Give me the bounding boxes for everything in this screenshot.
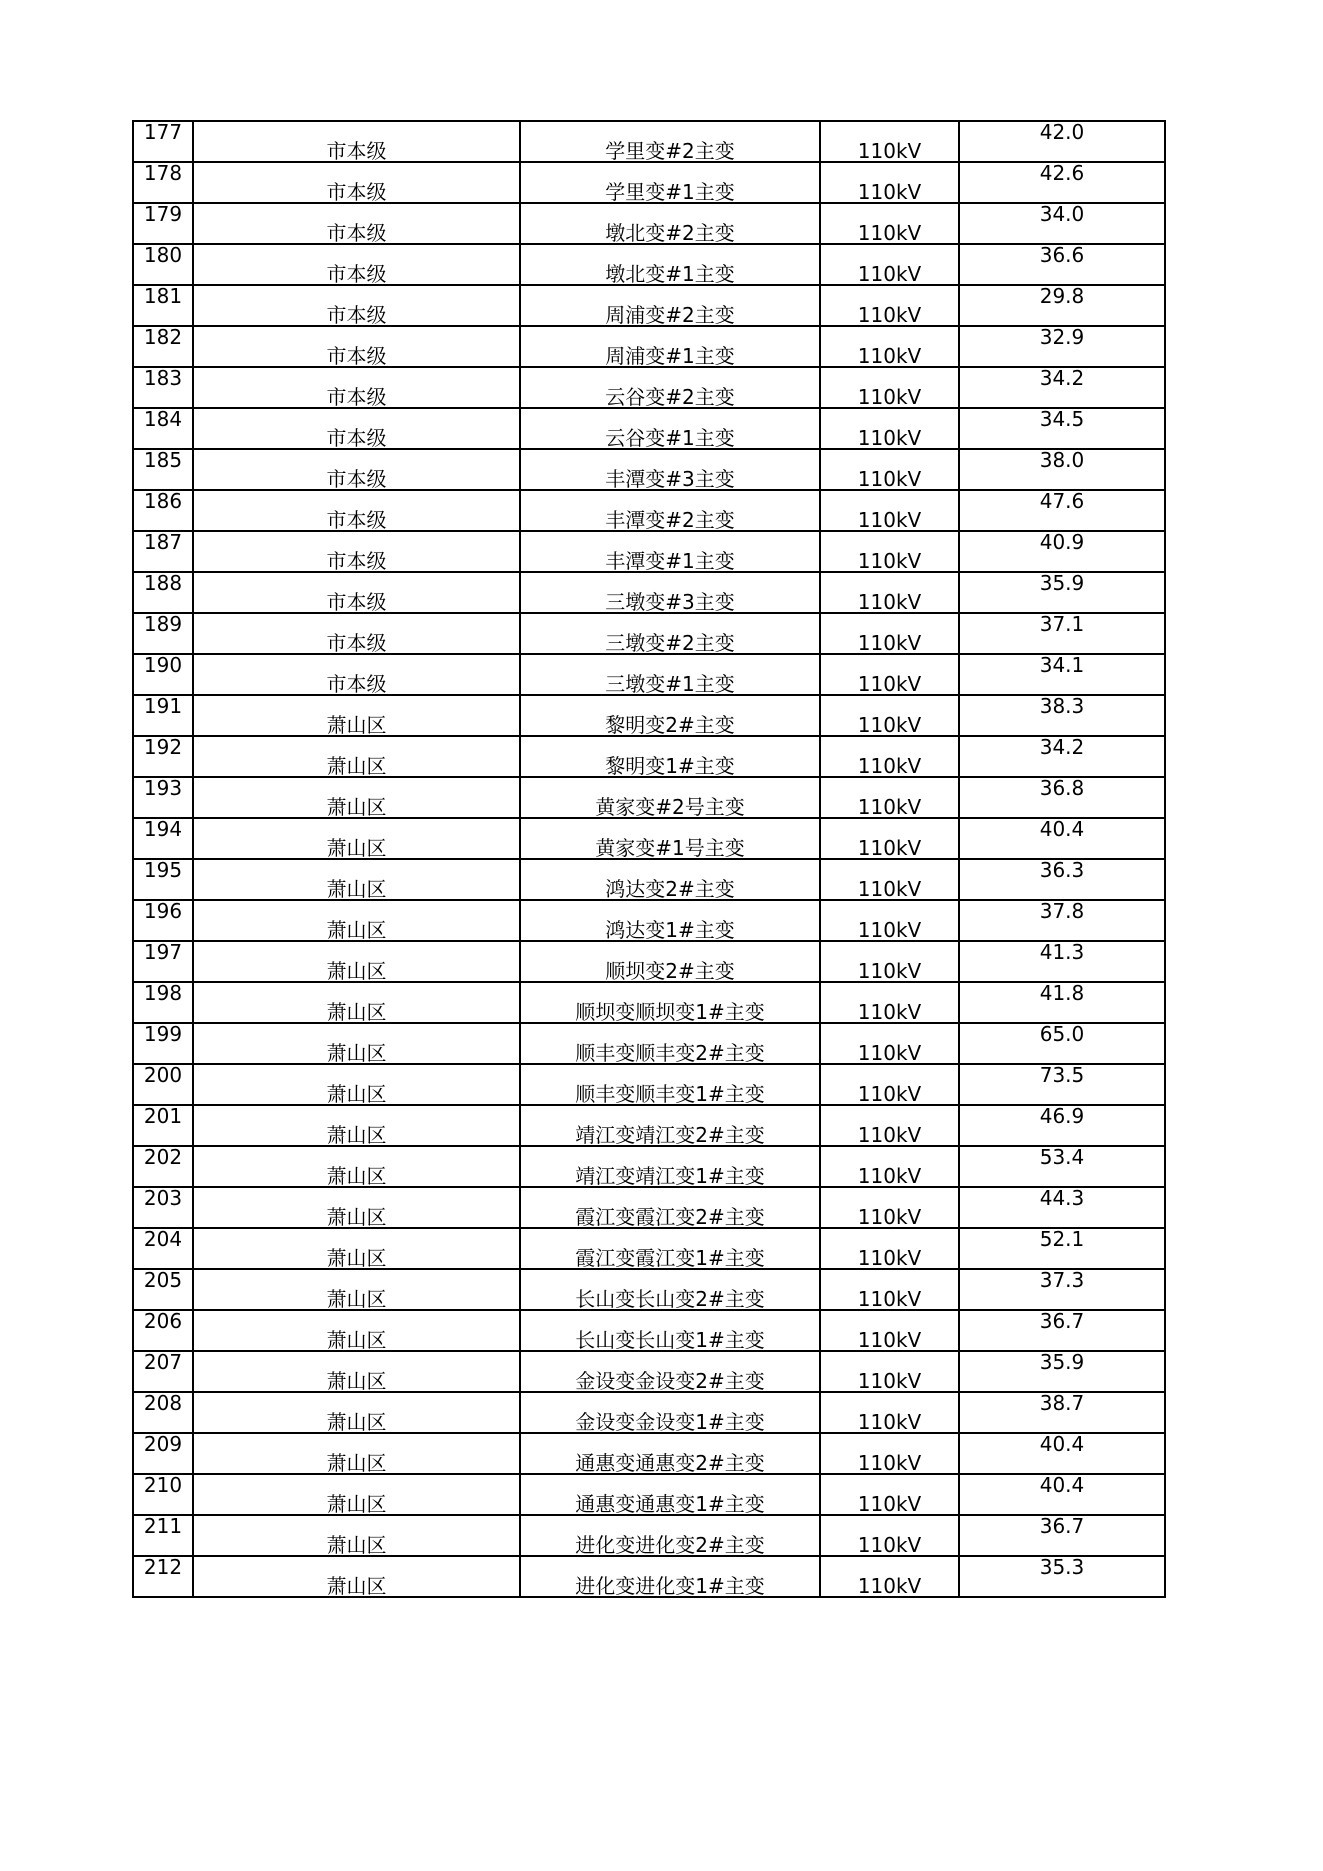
load-value-cell: 40.4 — [959, 818, 1165, 859]
region-cell: 萧山区 — [193, 1146, 520, 1187]
region-cell: 萧山区 — [193, 736, 520, 777]
region-cell: 萧山区 — [193, 1023, 520, 1064]
transformer-name-cell: 长山变长山变1#主变 — [520, 1310, 820, 1351]
table-row — [133, 941, 1165, 982]
region-cell: 萧山区 — [193, 1515, 520, 1556]
transformer-name-cell: 顺坝变2#主变 — [520, 941, 820, 982]
transformer-name-cell: 学里变#2主变 — [520, 121, 820, 162]
table-row — [133, 1433, 1165, 1474]
row-number-cell: 205 — [133, 1269, 193, 1310]
voltage-cell: 110kV — [820, 1105, 959, 1146]
table-row — [133, 1023, 1165, 1064]
voltage-cell: 110kV — [820, 1187, 959, 1228]
row-number-cell: 194 — [133, 818, 193, 859]
voltage-cell: 110kV — [820, 1351, 959, 1392]
load-value-cell: 32.9 — [959, 326, 1165, 367]
table-row — [133, 859, 1165, 900]
region-cell: 市本级 — [193, 490, 520, 531]
voltage-cell: 110kV — [820, 531, 959, 572]
transformer-name-cell: 丰潭变#2主变 — [520, 490, 820, 531]
table-row — [133, 1392, 1165, 1433]
load-value-cell: 36.3 — [959, 859, 1165, 900]
row-number-cell: 202 — [133, 1146, 193, 1187]
voltage-cell: 110kV — [820, 490, 959, 531]
voltage-cell: 110kV — [820, 1064, 959, 1105]
region-cell: 市本级 — [193, 449, 520, 490]
load-value-cell: 40.4 — [959, 1433, 1165, 1474]
region-cell: 市本级 — [193, 285, 520, 326]
load-value-cell: 38.0 — [959, 449, 1165, 490]
region-cell: 萧山区 — [193, 1556, 520, 1597]
load-value-cell: 35.9 — [959, 572, 1165, 613]
load-value-cell: 34.2 — [959, 367, 1165, 408]
row-number-cell: 208 — [133, 1392, 193, 1433]
transformer-name-cell: 鸿达变1#主变 — [520, 900, 820, 941]
transformer-name-cell: 黎明变2#主变 — [520, 695, 820, 736]
region-cell: 萧山区 — [193, 1474, 520, 1515]
load-value-cell: 73.5 — [959, 1064, 1165, 1105]
load-value-cell: 36.8 — [959, 777, 1165, 818]
table-row — [133, 367, 1165, 408]
row-number-cell: 179 — [133, 203, 193, 244]
row-number-cell: 186 — [133, 490, 193, 531]
transformer-name-cell: 顺丰变顺丰变2#主变 — [520, 1023, 820, 1064]
transformer-name-cell: 黄家变#2号主变 — [520, 777, 820, 818]
row-number-cell: 183 — [133, 367, 193, 408]
voltage-cell: 110kV — [820, 613, 959, 654]
voltage-cell: 110kV — [820, 818, 959, 859]
load-value-cell: 35.3 — [959, 1556, 1165, 1597]
voltage-cell: 110kV — [820, 367, 959, 408]
row-number-cell: 206 — [133, 1310, 193, 1351]
transformer-name-cell: 墩北变#2主变 — [520, 203, 820, 244]
region-cell: 萧山区 — [193, 941, 520, 982]
row-number-cell: 196 — [133, 900, 193, 941]
table-row — [133, 203, 1165, 244]
voltage-cell: 110kV — [820, 695, 959, 736]
transformer-name-cell: 顺坝变顺坝变1#主变 — [520, 982, 820, 1023]
table-row — [133, 408, 1165, 449]
region-cell: 萧山区 — [193, 1105, 520, 1146]
voltage-cell: 110kV — [820, 1556, 959, 1597]
row-number-cell: 203 — [133, 1187, 193, 1228]
table-row — [133, 1105, 1165, 1146]
load-value-cell: 42.6 — [959, 162, 1165, 203]
region-cell: 萧山区 — [193, 777, 520, 818]
table-row — [133, 244, 1165, 285]
transformer-name-cell: 三墩变#3主变 — [520, 572, 820, 613]
row-number-cell: 211 — [133, 1515, 193, 1556]
row-number-cell: 190 — [133, 654, 193, 695]
load-value-cell: 38.7 — [959, 1392, 1165, 1433]
voltage-cell: 110kV — [820, 982, 959, 1023]
table-row — [133, 449, 1165, 490]
region-cell: 市本级 — [193, 244, 520, 285]
table-row — [133, 818, 1165, 859]
region-cell: 萧山区 — [193, 982, 520, 1023]
transformer-name-cell: 学里变#1主变 — [520, 162, 820, 203]
row-number-cell: 207 — [133, 1351, 193, 1392]
table-row — [133, 1228, 1165, 1269]
region-cell: 市本级 — [193, 367, 520, 408]
region-cell: 萧山区 — [193, 1351, 520, 1392]
load-value-cell: 41.8 — [959, 982, 1165, 1023]
voltage-cell: 110kV — [820, 326, 959, 367]
table-row — [133, 1064, 1165, 1105]
transformer-name-cell: 霞江变霞江变1#主变 — [520, 1228, 820, 1269]
table-row — [133, 777, 1165, 818]
voltage-cell: 110kV — [820, 859, 959, 900]
table-row — [133, 982, 1165, 1023]
transformer-name-cell: 黎明变1#主变 — [520, 736, 820, 777]
transformer-name-cell: 丰潭变#3主变 — [520, 449, 820, 490]
region-cell: 萧山区 — [193, 1269, 520, 1310]
load-value-cell: 52.1 — [959, 1228, 1165, 1269]
transformer-name-cell: 霞江变霞江变2#主变 — [520, 1187, 820, 1228]
transformer-name-cell: 周浦变#1主变 — [520, 326, 820, 367]
row-number-cell: 188 — [133, 572, 193, 613]
load-value-cell: 44.3 — [959, 1187, 1165, 1228]
row-number-cell: 191 — [133, 695, 193, 736]
region-cell: 市本级 — [193, 326, 520, 367]
transformer-name-cell: 通惠变通惠变2#主变 — [520, 1433, 820, 1474]
load-value-cell: 37.1 — [959, 613, 1165, 654]
region-cell: 萧山区 — [193, 1310, 520, 1351]
table-row — [133, 162, 1165, 203]
load-value-cell: 40.4 — [959, 1474, 1165, 1515]
transformer-name-cell: 墩北变#1主变 — [520, 244, 820, 285]
row-number-cell: 195 — [133, 859, 193, 900]
region-cell: 萧山区 — [193, 1187, 520, 1228]
voltage-cell: 110kV — [820, 1392, 959, 1433]
table-row — [133, 285, 1165, 326]
region-cell: 市本级 — [193, 531, 520, 572]
load-value-cell: 34.5 — [959, 408, 1165, 449]
voltage-cell: 110kV — [820, 1228, 959, 1269]
voltage-cell: 110kV — [820, 244, 959, 285]
region-cell: 市本级 — [193, 203, 520, 244]
region-cell: 萧山区 — [193, 859, 520, 900]
voltage-cell: 110kV — [820, 1515, 959, 1556]
row-number-cell: 198 — [133, 982, 193, 1023]
row-number-cell: 209 — [133, 1433, 193, 1474]
table-row — [133, 326, 1165, 367]
region-cell: 萧山区 — [193, 1228, 520, 1269]
table-row — [133, 1187, 1165, 1228]
table-row — [133, 1351, 1165, 1392]
table-row — [133, 900, 1165, 941]
table-row — [133, 531, 1165, 572]
voltage-cell: 110kV — [820, 162, 959, 203]
load-value-cell: 29.8 — [959, 285, 1165, 326]
voltage-cell: 110kV — [820, 203, 959, 244]
load-value-cell: 47.6 — [959, 490, 1165, 531]
load-value-cell: 36.7 — [959, 1515, 1165, 1556]
voltage-cell: 110kV — [820, 736, 959, 777]
table-row — [133, 572, 1165, 613]
load-value-cell: 35.9 — [959, 1351, 1165, 1392]
region-cell: 萧山区 — [193, 1433, 520, 1474]
load-value-cell: 36.6 — [959, 244, 1165, 285]
row-number-cell: 184 — [133, 408, 193, 449]
region-cell: 市本级 — [193, 408, 520, 449]
table-body — [133, 121, 1165, 1597]
voltage-cell: 110kV — [820, 941, 959, 982]
transformer-name-cell: 鸿达变2#主变 — [520, 859, 820, 900]
row-number-cell: 189 — [133, 613, 193, 654]
transformer-load-table — [132, 120, 1166, 1598]
voltage-cell: 110kV — [820, 1310, 959, 1351]
row-number-cell: 177 — [133, 121, 193, 162]
row-number-cell: 182 — [133, 326, 193, 367]
row-number-cell: 187 — [133, 531, 193, 572]
transformer-name-cell: 金设变金设变2#主变 — [520, 1351, 820, 1392]
row-number-cell: 197 — [133, 941, 193, 982]
voltage-cell: 110kV — [820, 121, 959, 162]
transformer-name-cell: 三墩变#2主变 — [520, 613, 820, 654]
table-row — [133, 1474, 1165, 1515]
transformer-name-cell: 靖江变靖江变2#主变 — [520, 1105, 820, 1146]
load-value-cell: 40.9 — [959, 531, 1165, 572]
row-number-cell: 201 — [133, 1105, 193, 1146]
region-cell: 市本级 — [193, 654, 520, 695]
voltage-cell: 110kV — [820, 1433, 959, 1474]
voltage-cell: 110kV — [820, 777, 959, 818]
table-row — [133, 490, 1165, 531]
row-number-cell: 200 — [133, 1064, 193, 1105]
transformer-name-cell: 丰潭变#1主变 — [520, 531, 820, 572]
region-cell: 市本级 — [193, 121, 520, 162]
transformer-name-cell: 黄家变#1号主变 — [520, 818, 820, 859]
transformer-name-cell: 长山变长山变2#主变 — [520, 1269, 820, 1310]
row-number-cell: 212 — [133, 1556, 193, 1597]
table-row — [133, 1269, 1165, 1310]
row-number-cell: 204 — [133, 1228, 193, 1269]
row-number-cell: 181 — [133, 285, 193, 326]
row-number-cell: 193 — [133, 777, 193, 818]
row-number-cell: 180 — [133, 244, 193, 285]
region-cell: 萧山区 — [193, 818, 520, 859]
table-row — [133, 736, 1165, 777]
load-value-cell: 38.3 — [959, 695, 1165, 736]
table-row — [133, 613, 1165, 654]
table-row — [133, 1146, 1165, 1187]
region-cell: 萧山区 — [193, 1064, 520, 1105]
transformer-name-cell: 金设变金设变1#主变 — [520, 1392, 820, 1433]
load-value-cell: 37.3 — [959, 1269, 1165, 1310]
voltage-cell: 110kV — [820, 408, 959, 449]
transformer-name-cell: 顺丰变顺丰变1#主变 — [520, 1064, 820, 1105]
region-cell: 市本级 — [193, 613, 520, 654]
load-value-cell: 34.1 — [959, 654, 1165, 695]
transformer-name-cell: 进化变进化变1#主变 — [520, 1556, 820, 1597]
transformer-name-cell: 三墩变#1主变 — [520, 654, 820, 695]
transformer-name-cell: 周浦变#2主变 — [520, 285, 820, 326]
load-value-cell: 53.4 — [959, 1146, 1165, 1187]
load-value-cell: 36.7 — [959, 1310, 1165, 1351]
table-row — [133, 1515, 1165, 1556]
row-number-cell: 192 — [133, 736, 193, 777]
transformer-name-cell: 云谷变#2主变 — [520, 367, 820, 408]
transformer-name-cell: 通惠变通惠变1#主变 — [520, 1474, 820, 1515]
voltage-cell: 110kV — [820, 1023, 959, 1064]
region-cell: 萧山区 — [193, 695, 520, 736]
row-number-cell: 178 — [133, 162, 193, 203]
load-value-cell: 37.8 — [959, 900, 1165, 941]
voltage-cell: 110kV — [820, 449, 959, 490]
region-cell: 萧山区 — [193, 900, 520, 941]
table-row — [133, 121, 1165, 162]
load-value-cell: 34.2 — [959, 736, 1165, 777]
voltage-cell: 110kV — [820, 1474, 959, 1515]
region-cell: 萧山区 — [193, 1392, 520, 1433]
voltage-cell: 110kV — [820, 1146, 959, 1187]
row-number-cell: 199 — [133, 1023, 193, 1064]
load-value-cell: 42.0 — [959, 121, 1165, 162]
load-value-cell: 34.0 — [959, 203, 1165, 244]
table-row — [133, 695, 1165, 736]
voltage-cell: 110kV — [820, 572, 959, 613]
voltage-cell: 110kV — [820, 285, 959, 326]
transformer-name-cell: 靖江变靖江变1#主变 — [520, 1146, 820, 1187]
load-value-cell: 41.3 — [959, 941, 1165, 982]
voltage-cell: 110kV — [820, 1269, 959, 1310]
region-cell: 市本级 — [193, 162, 520, 203]
transformer-name-cell: 云谷变#1主变 — [520, 408, 820, 449]
row-number-cell: 210 — [133, 1474, 193, 1515]
row-number-cell: 185 — [133, 449, 193, 490]
table-row — [133, 654, 1165, 695]
transformer-name-cell: 进化变进化变2#主变 — [520, 1515, 820, 1556]
voltage-cell: 110kV — [820, 900, 959, 941]
voltage-cell: 110kV — [820, 654, 959, 695]
table-row — [133, 1556, 1165, 1597]
table-row — [133, 1310, 1165, 1351]
load-value-cell: 65.0 — [959, 1023, 1165, 1064]
region-cell: 市本级 — [193, 572, 520, 613]
load-value-cell: 46.9 — [959, 1105, 1165, 1146]
